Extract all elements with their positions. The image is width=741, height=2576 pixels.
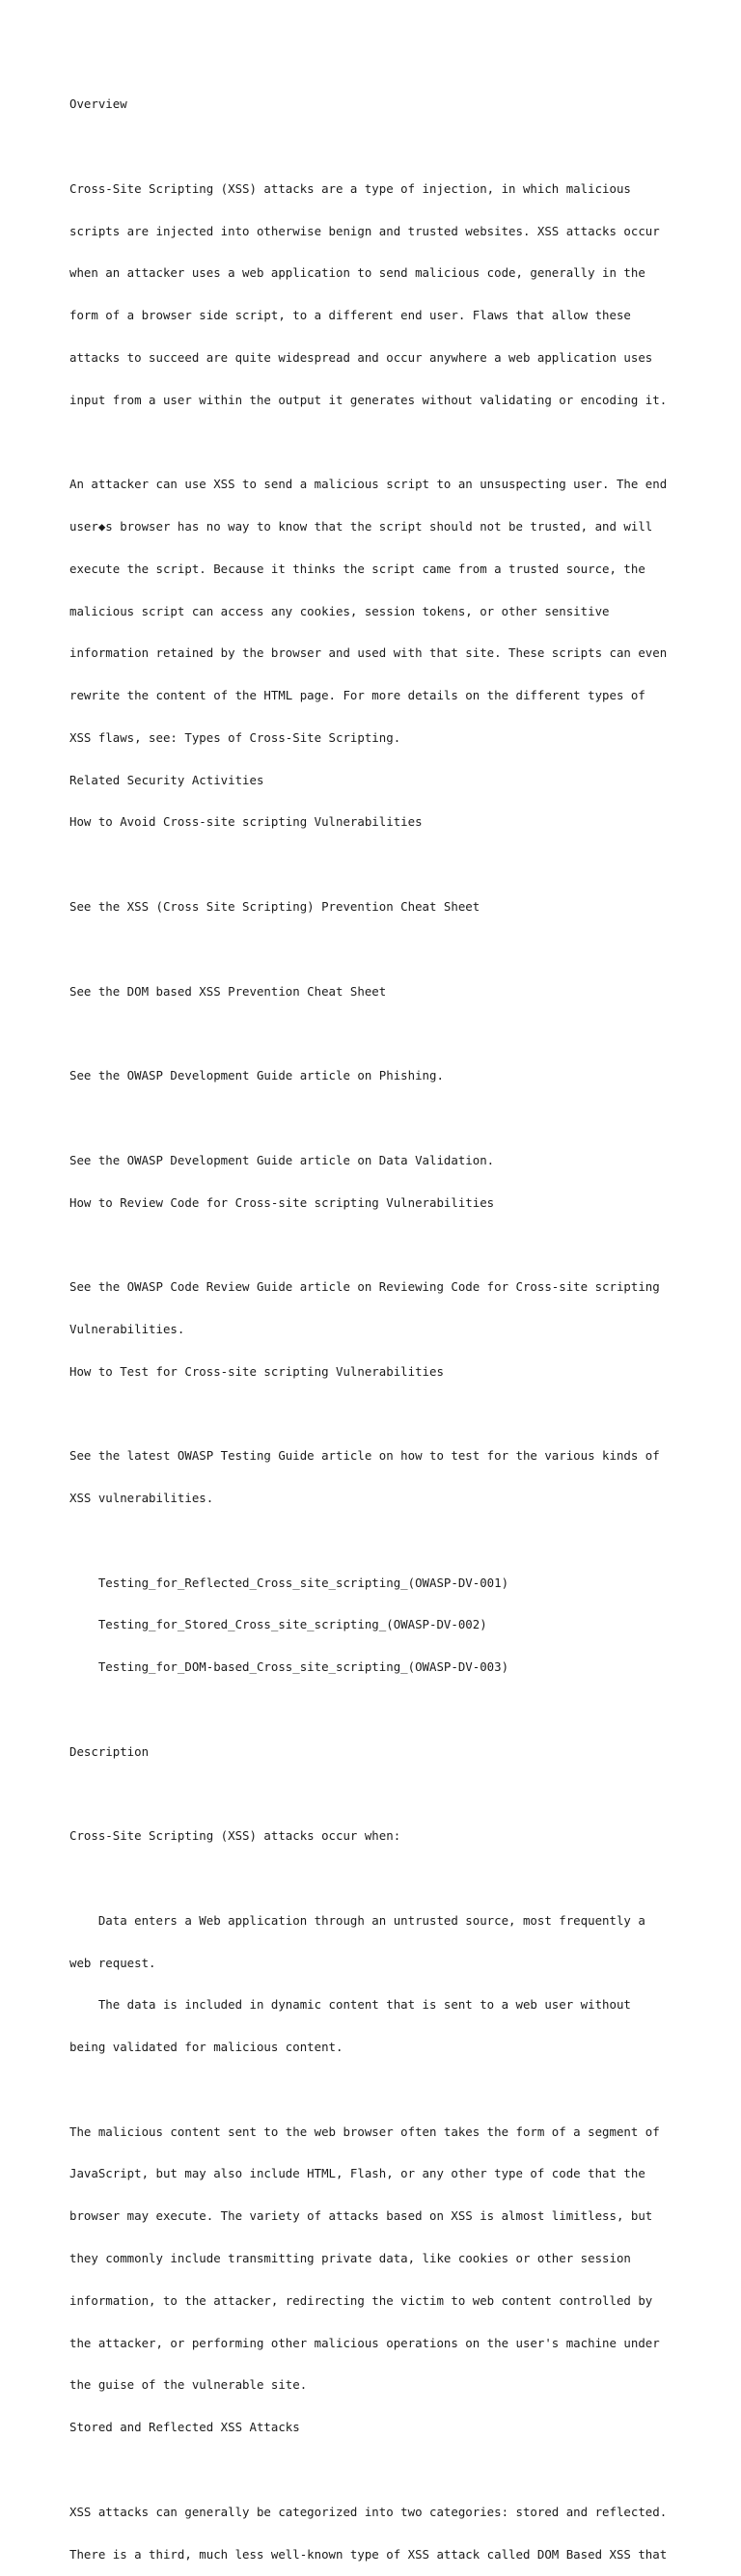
text-line: form of a browser side script, to a different end user. Flaws that allow these [69,308,631,323]
text-line: See the DOM based XSS Prevention Cheat Sheet [69,983,387,999]
heading-how-to-avoid: How to Avoid Cross-site scripting Vulnerabilities [69,814,423,830]
text-line: Cross-Site Scripting (XSS) attacks occur when: [69,1828,401,1844]
document-page [69,69,706,2576]
list-item: The data is included in dynamic content that is sent to a web user without [69,1997,631,2013]
text-line: the guise of the vulnerable site. [69,2377,308,2393]
text-line: An attacker can use XSS to send a malicious script to an unsuspecting user. The end [69,477,668,492]
text-line: See the XSS (Cross Site Scripting) Prevention Cheat Sheet [69,899,480,915]
text-line: See the latest OWASP Testing Guide article on how to test for the various kinds of [69,1448,660,1464]
blank-line [69,1027,706,1041]
blank-line [69,435,706,450]
blank-line [69,858,706,872]
heading-description: Description [69,1743,150,1759]
heading-how-to-review: How to Review Code for Cross-site scripting Vulnerabilities [69,1194,495,1210]
heading-stored-reflected: Stored and Reflected XSS Attacks [69,2420,300,2435]
text-line: when an attacker uses a web application to send malicious code, generally in the [69,265,645,281]
text-line: The malicious content sent to the web browser often takes the form of a segment of [69,2124,660,2139]
text-line: user◆s browser has no way to know that the script should not be trusted, and will [69,519,653,534]
text-line: Cross-Site Scripting (XSS) attacks are a type of injection, in which malicious [69,180,631,196]
blank-line [69,1787,706,1801]
text-line: execute the script. Because it thinks the script came from a trusted source, the [69,561,645,576]
text-line: scripts are injected into otherwise benign and trusted websites. XSS attacks occur [69,223,660,238]
text-line: input from a user within the output it generates without validating or encoding it. [69,392,668,407]
blank-line [69,1703,706,1717]
list-item-continuation: being validated for malicious content. [69,2040,343,2055]
text-line: XSS flaws, see: Types of Cross-Site Scripting. [69,729,401,745]
blank-line [69,1111,706,1126]
list-item-continuation: web request. [69,1955,156,1970]
list-item: Testing_for_Reflected_Cross_site_scripting_(OWASP-DV-001) [69,1575,509,1590]
blank-line [69,1534,706,1548]
blank-line [69,1238,706,1252]
text-line: XSS attacks can generally be categorized into two categories: stored and reflected. [69,2504,668,2519]
list-item: Testing_for_Stored_Cross_site_scripting_(OWASP-DV-002) [69,1617,487,1632]
heading-how-to-test: How to Test for Cross-site scripting Vulnerabilities [69,1363,444,1379]
text-line: Vulnerabilities. [69,1321,185,1336]
blank-line [69,140,706,154]
text-line: attacks to succeed are quite widespread and occur anywhere a web application uses [69,349,653,365]
heading-overview: Overview [69,96,127,112]
text-line: malicious script can access any cookies, session tokens, or other sensitive [69,603,610,618]
text-line: the attacker, or performing other malicious operations on the user's machine under [69,2335,660,2350]
blank-line [69,1872,706,1886]
text-line: browser may execute. The variety of attacks based on XSS is almost limitless, but [69,2208,653,2224]
list-item: Testing_for_DOM-based_Cross_site_scripting_(OWASP-DV-003) [69,1659,509,1675]
text-line: rewrite the content of the HTML page. For more details on the different types of [69,688,645,703]
text-line: they commonly include transmitting private data, like cookies or other session [69,2251,631,2266]
list-item: Data enters a Web application through an untrusted source, most frequently a [69,1912,645,1928]
text-line: There is a third, much less well-known type of XSS attack called DOM Based XSS that [69,2546,668,2562]
text-line: See the OWASP Development Guide article on Data Validation. [69,1152,495,1167]
blank-line [69,943,706,957]
text-line: See the OWASP Development Guide article on Phishing. [69,1068,444,1083]
blank-line [69,2463,706,2478]
text-line: information, to the attacker, redirecting the victim to web content controlled by [69,2292,653,2308]
text-line: See the OWASP Code Review Guide article on Reviewing Code for Cross-site scripting [69,1279,660,1295]
text-line: JavaScript, but may also include HTML, Flash, or any other type of code that the [69,2166,645,2181]
blank-line [69,1407,706,1421]
blank-line [69,2083,706,2097]
text-line: information retained by the browser and used with that site. These scripts can even [69,645,668,661]
text-line: XSS vulnerabilities. [69,1490,214,1505]
heading-related-security-activities: Related Security Activities [69,772,264,787]
